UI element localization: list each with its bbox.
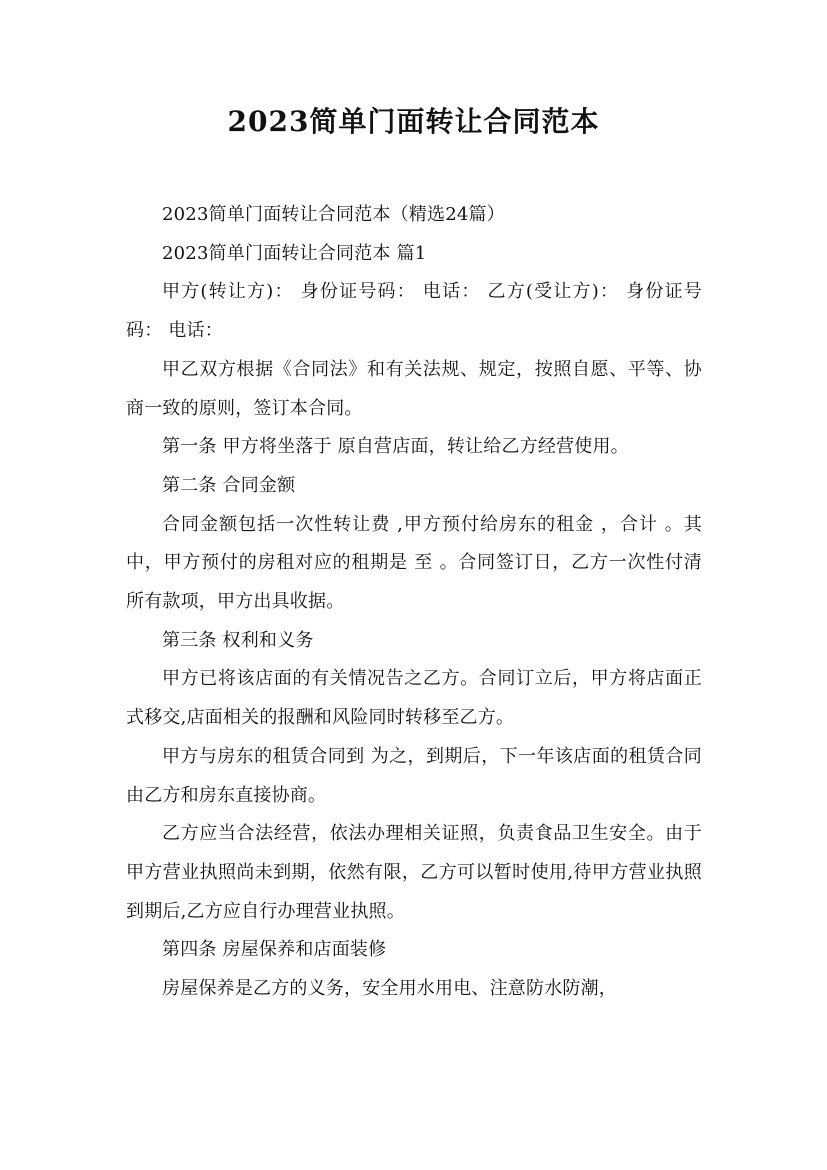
document-body (126, 196, 702, 1009)
document-paragraph: 甲方(转让方)： 身份证号码： 电话： 乙方(受让方)： 身份证号码： 电话： (126, 281, 702, 342)
document-paragraph: 第一条 甲方将坐落于 原自营店面，转让给乙方经营使用。 (162, 436, 629, 458)
document-paragraph: 第二条 合同金额 (162, 474, 296, 496)
document-paragraph: 甲方与房东的租赁合同到 为之，到期后，下一年该店面的租赁合同由乙方和房东直接协商。 (126, 745, 702, 806)
document-paragraph: 第三条 权利和义务 (162, 629, 314, 651)
document-paragraph: 2023简单门面转让合同范本 篇1 (162, 242, 427, 264)
document-paragraph: 甲乙双方根据《合同法》和有关法规、规定，按照自愿、平等、协商一致的原则，签订本合同。 (126, 358, 702, 419)
document-title: 2023简单门面转让合同范本 (227, 105, 600, 138)
document-paragraph: 乙方应当合法经营，依法办理相关证照，负责食品卫生安全。由于甲方营业执照尚未到期，依然有限，乙方可以暂时使用,待甲方营业执照到期后,乙方应自行办理营业执照。 (126, 823, 702, 922)
document-paragraph: 甲方已将该店面的有关情况告之乙方。合同订立后，甲方将店面正式移交,店面相关的报酬和风险同时转移至乙方。 (126, 668, 702, 729)
document-paragraph: 第四条 房屋保养和店面装修 (162, 939, 387, 961)
document-paragraph: 房屋保养是乙方的义务，安全用水用电、注意防水防潮， (162, 978, 617, 1000)
document-paragraph: 合同金额包括一次性转让费 ,甲方预付给房东的租金 ，合计 。其中，甲方预付的房租对应的租期是 至 。合同签订日，乙方一次性付清所有款项，甲方出具收据。 (126, 513, 702, 613)
document-paragraph: 2023简单门面转让合同范本（精选24篇） (162, 204, 505, 225)
